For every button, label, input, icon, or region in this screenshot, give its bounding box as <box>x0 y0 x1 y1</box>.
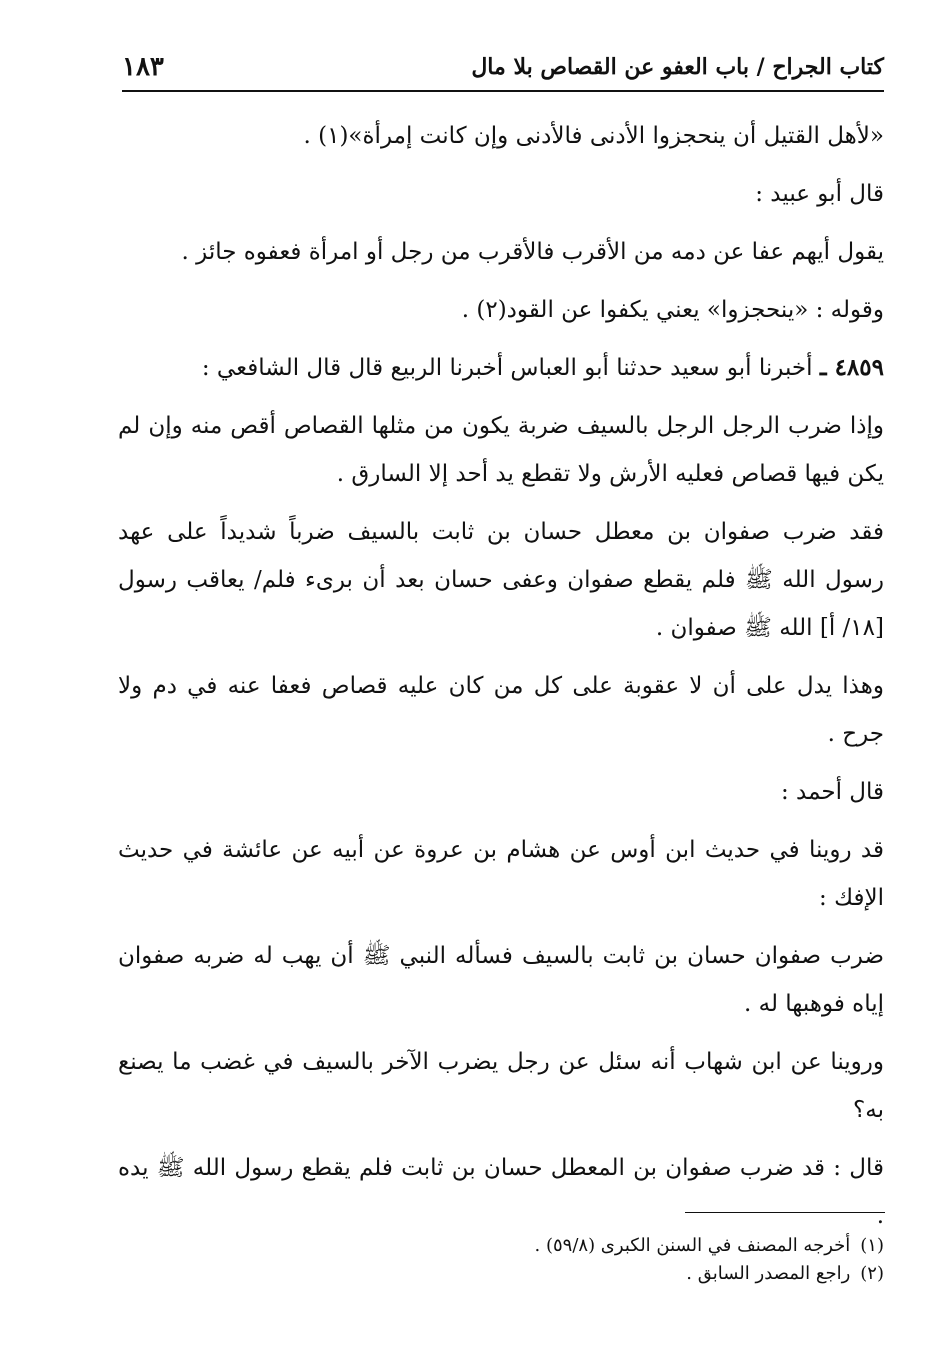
paragraph: فقد ضرب صفوان بن معطل حسان بن ثابت بالسيف ضرباً شديداً على عهد رسول الله ﷺ فلم يقطع صفوان وعفى حسان بعد أن برىء فلم/ يعاقب رسول [١٨/ أ] الله ﷺ صفوان . <box>118 519 884 641</box>
footnotes <box>300 1232 884 1288</box>
footnote <box>300 1260 884 1288</box>
running-title: كتاب الجراح / باب العفو عن القصاص بلا مال <box>471 54 884 80</box>
footnote <box>300 1232 884 1260</box>
main-text <box>118 112 884 1250</box>
paragraph: قد روينا في حديث ابن أوس عن هشام بن عروة عن أبيه عن عائشة في حديث الإفك : <box>118 837 884 911</box>
paragraph: قال : قد ضرب صفوان بن المعطل حسان بن ثابت فلم يقطع رسول الله ﷺ يده . <box>118 1155 884 1229</box>
paragraph: قال أبو عبيد : <box>755 181 884 207</box>
paragraph: يقول أيهم عفا عن دمه من الأقرب فالأقرب من رجل أو امرأة فعفوه جائز . <box>181 239 884 265</box>
hadith-number: ٤٨٥٩ ـ <box>819 354 884 381</box>
paragraph: وهذا يدل على أن لا عقوبة على كل من كان عليه قصاص فعفا عنه في دم ولا جرح . <box>118 673 884 747</box>
paragraph-numbered <box>118 344 884 392</box>
paragraph: ضرب صفوان حسان بن ثابت بالسيف فسأله النبي ﷺ أن يهب له ضربه صفوان إياه فوهبها له . <box>118 943 884 1017</box>
paragraph-text: أخبرنا أبو سعيد حدثنا أبو العباس أخبرنا الربيع قال قال الشافعي : <box>201 355 813 381</box>
paragraph: «لأهل القتيل أن ينحجزوا الأدنى فالأدنى وإن كانت إمرأة»(١) . <box>303 123 884 149</box>
paragraph: وقوله : «ينحجزوا» يعني يكفوا عن القود(٢) . <box>461 297 884 323</box>
paragraph: وإذا ضرب الرجل الرجل بالسيف ضربة يكون من مثلها القصاص أقص منه وإن لم يكن فيها قصاص فعليه الأرش ولا تقطع يد أحد إلا السارق . <box>118 413 884 487</box>
paragraph: وروينا عن ابن شهاب أنه سئل عن رجل يضرب الآخر بالسيف في غضب ما يصنع به؟ <box>118 1049 884 1123</box>
footnote-marker: (٢) <box>860 1263 884 1284</box>
page-number: ١٨٣ <box>122 52 164 82</box>
footnote-marker: (١) <box>860 1235 884 1256</box>
footnote-text: راجع المصدر السابق . <box>686 1263 851 1284</box>
footnote-text: أخرجه المصنف في السنن الكبرى (٥٩/٨) . <box>534 1235 851 1256</box>
paragraph: قال أحمد : <box>780 779 884 805</box>
page-header <box>122 44 884 92</box>
footnote-separator <box>685 1212 885 1213</box>
